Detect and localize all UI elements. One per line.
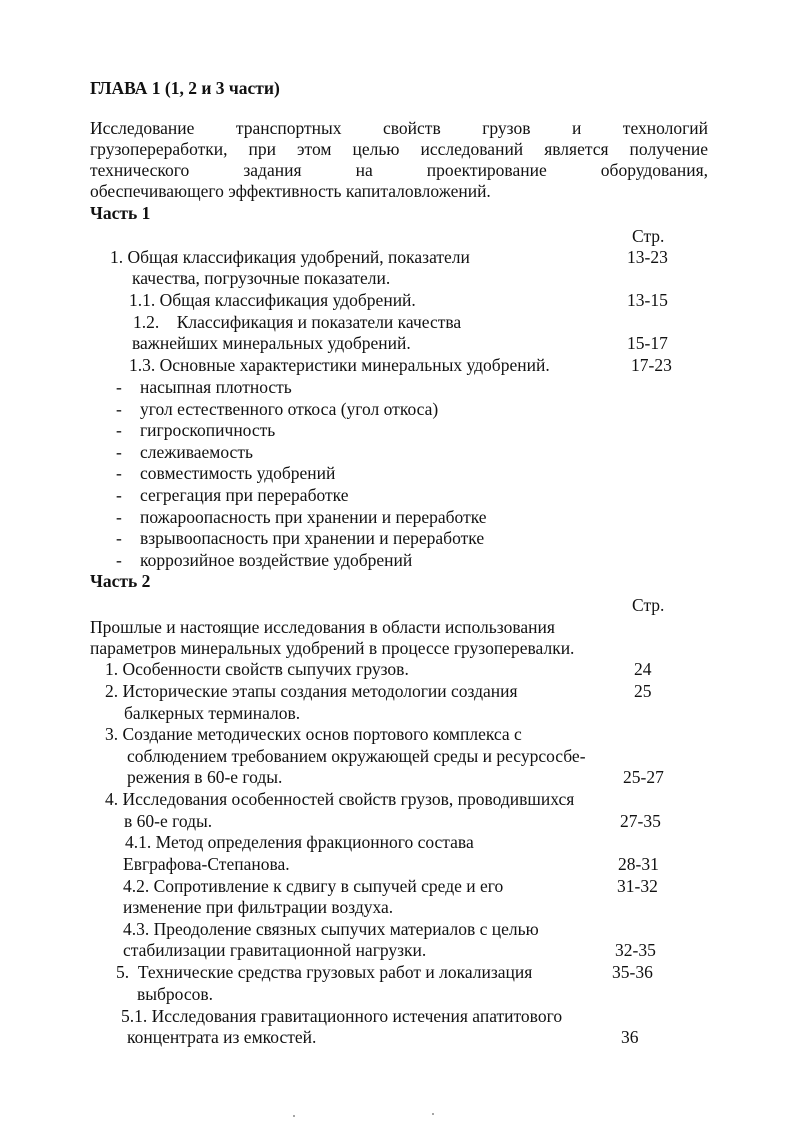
- toc-page: 24: [634, 659, 652, 679]
- part2-intro-line-1: Прошлые и настоящие исследования в области использования: [90, 617, 555, 637]
- chapter-heading: ГЛАВА 1 (1, 2 и 3 части): [90, 78, 280, 98]
- toc-entry: в 60-е годы.: [124, 811, 213, 831]
- bullet-item: гигроскопичность: [140, 420, 276, 440]
- bullet-item: коррозийное воздействие удобрений: [140, 550, 413, 570]
- toc-entry: балкерных терминалов.: [124, 703, 301, 723]
- toc-entry: 4.2. Сопротивление к сдвигу в сыпучей среде и его: [123, 876, 504, 896]
- part2-page-header: Стр.: [632, 595, 665, 615]
- bullet-marker: -: [116, 399, 122, 419]
- toc-entry: соблюдением требованием окружающей среды и ресурсосбе-: [127, 746, 586, 766]
- toc-page: 27-35: [620, 811, 661, 831]
- toc-page: 25-27: [623, 767, 664, 787]
- part2-intro-line-2: параметров минеральных удобрений в процессе грузоперевалки.: [90, 638, 575, 658]
- part1-page-header: Стр.: [632, 226, 665, 246]
- toc-entry: 1.2. Классификация и показатели качества: [133, 312, 462, 332]
- intro-line-3: технического задания на проектирование оборудования,: [90, 160, 708, 180]
- bullet-marker: -: [116, 420, 122, 440]
- toc-page: 32-35: [615, 940, 656, 960]
- toc-entry: 2. Исторические этапы создания методологии создания: [105, 681, 518, 701]
- toc-entry: 1. Общая классификация удобрений, показатели: [110, 247, 470, 267]
- bullet-item: совместимость удобрений: [140, 463, 336, 483]
- bullet-item: угол естественного откоса (угол откоса): [140, 399, 439, 419]
- toc-entry: стабилизации гравитационной нагрузки.: [123, 940, 427, 960]
- toc-entry: 3. Создание методических основ портового комплекса с: [105, 724, 522, 744]
- toc-page: 17-23: [631, 355, 672, 375]
- bullet-marker: -: [116, 528, 122, 548]
- bullet-item: сегрегация при переработке: [140, 485, 349, 505]
- toc-entry: 4.1. Метод определения фракционного состава: [125, 832, 474, 852]
- toc-page: 28-31: [618, 854, 659, 874]
- toc-entry: качества, погрузочные показатели.: [132, 268, 391, 288]
- toc-entry: режения в 60-е годы.: [127, 767, 283, 787]
- toc-entry: 4.3. Преодоление связных сыпучих материалов с целью: [123, 919, 539, 939]
- toc-entry: концентрата из емкостей.: [127, 1027, 317, 1047]
- toc-entry: 4. Исследования особенностей свойств грузов, проводившихся: [105, 789, 575, 809]
- bullet-marker: -: [116, 550, 122, 570]
- bullet-marker: -: [116, 507, 122, 527]
- bullet-marker: -: [116, 485, 122, 505]
- bullet-item: слеживаемость: [140, 442, 253, 462]
- toc-entry: важнейших минеральных удобрений.: [132, 333, 411, 353]
- scan-speck: [432, 1113, 434, 1115]
- toc-page: 36: [621, 1027, 639, 1047]
- intro-line-1: Исследование транспортных свойств грузов и технологий: [90, 118, 708, 138]
- bullet-marker: -: [116, 463, 122, 483]
- toc-entry: 1. Особенности свойств сыпучих грузов.: [105, 659, 409, 679]
- toc-page: 25: [634, 681, 652, 701]
- intro-line-2: грузопереработки, при этом целью исследований является получение: [90, 139, 708, 159]
- toc-entry: 5. Технические средства грузовых работ и локализация: [116, 962, 533, 982]
- part2-title: Часть 2: [90, 571, 151, 591]
- bullet-marker: -: [116, 442, 122, 462]
- toc-page: 13-15: [627, 290, 668, 310]
- toc-entry: изменение при фильтрации воздуха.: [123, 897, 394, 917]
- toc-entry: выбросов.: [137, 984, 214, 1004]
- bullet-item: взрывоопасность при хранении и переработке: [140, 528, 485, 548]
- intro-line-4: обеспечивающего эффективность капиталовложений.: [90, 181, 491, 201]
- part1-title: Часть 1: [90, 203, 151, 223]
- bullet-marker: -: [116, 377, 122, 397]
- toc-page: 15-17: [627, 333, 668, 353]
- scan-speck: [293, 1115, 295, 1117]
- toc-entry: Евграфова-Степанова.: [123, 854, 290, 874]
- toc-page: 35-36: [612, 962, 653, 982]
- toc-page: 31-32: [617, 876, 658, 896]
- toc-entry: 1.1. Общая классификация удобрений.: [129, 290, 416, 310]
- toc-page: 13-23: [627, 247, 668, 267]
- toc-entry: 1.3. Основные характеристики минеральных удобрений.: [129, 355, 550, 375]
- bullet-item: пожароопасность при хранении и переработке: [140, 507, 487, 527]
- toc-entry: 5.1. Исследования гравитационного истечения апатитового: [121, 1006, 563, 1026]
- bullet-item: насыпная плотность: [140, 377, 292, 397]
